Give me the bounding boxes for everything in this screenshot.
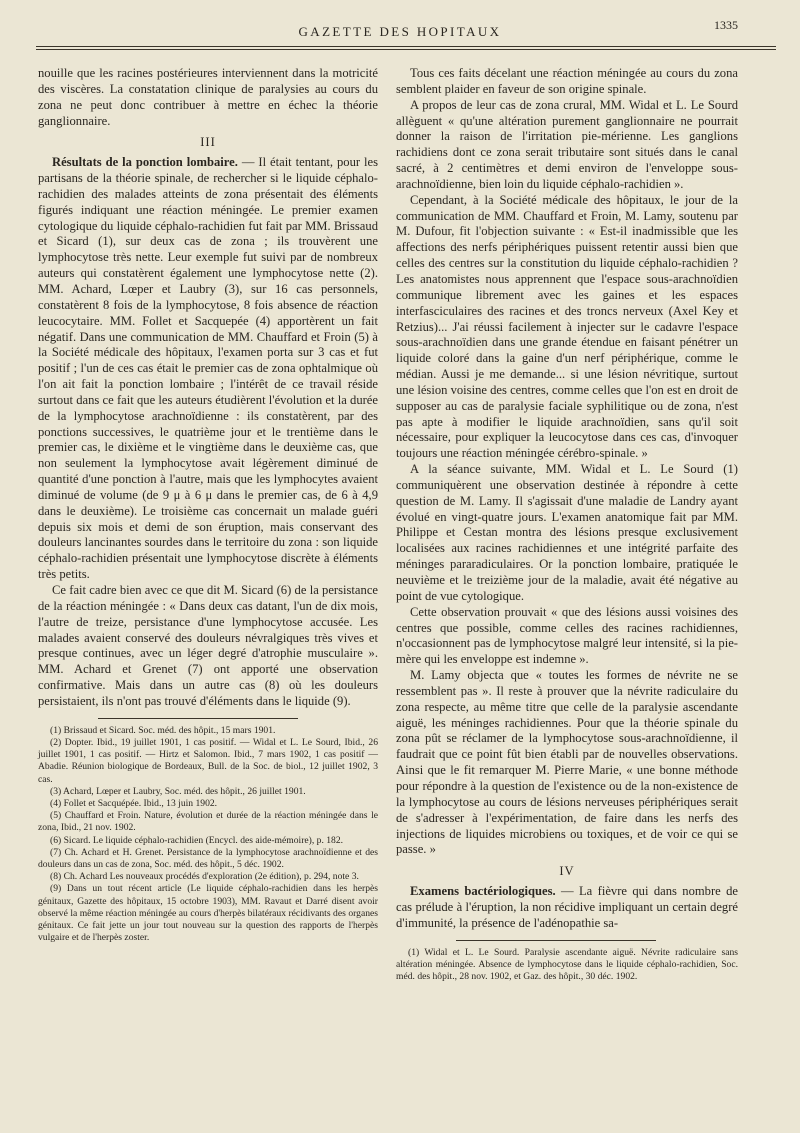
paragraph: nouille que les racines postérieures interviennent dans la motricité des viscères. La constatation clinique de paralysies au cours du zona ne peut donc contribuer à mettre en échec la théorie ganglionnaire.	[38, 66, 378, 128]
footnote: (6) Sicard. Le liquide céphalo-rachidien (Encycl. des aide-mémoire), p. 182.	[50, 834, 344, 846]
right-column	[396, 66, 738, 983]
footnotes	[38, 725, 378, 945]
footnote: (3) Achard, Lœper et Laubry, Soc. méd. des hôpit., 26 juillet 1901.	[50, 785, 306, 797]
footnotes	[396, 947, 738, 984]
footnote: (1) Brissaud et Sicard. Soc. méd. des hôpit., 15 mars 1901.	[50, 724, 276, 736]
section-heading: Résultats de la ponction lombaire.	[52, 155, 238, 170]
paragraph: Ce fait cadre bien avec ce que dit M. Sicard (6) de la persistance de la réaction méningée : « Dans deux cas datant, l'un de dix mois, l'autre de treize, persistance d'une lymphocytose accusée. Les malades avaient conservé des douleurs névralgiques très vives et presque continues, avec un léger degré d'atrophie musculaire ». MM. Achard et Grenet (7) ont apporté une observation confirmative. Mais dans un autre cas (8) où les douleurs persistaient, ils n'ont pas trouvé d'éléments dans le liquide (9).	[38, 583, 378, 708]
footnote: (2) Dopter. Ibid., 19 juillet 1901, 1 cas positif. — Widal et L. Le Sourd, Ibid., 26 juillet 1901, 1 cas positif. — Hirtz et Salomon. Ibid., 7 mars 1902, 1 cas positif — Abadie. Réunion biologique de Bordeaux, Bull. de la Soc. de biol., 12 juillet 1902, 3 cas.	[38, 736, 378, 785]
paragraph	[38, 155, 378, 583]
footnote: (9) Dans un tout récent article (Le liquide céphalo-rachidien dans les herpès génitaux, Gazette des hôpitaux, 15 octobre 1903), MM. Ravaut et Darré disent avoir observé la même réaction méningée au cours d'herpès bilatéraux récidivants des organes génitaux. Ce fait jette un jour tout nouveau sur la question des rapports de l'herpès vulgaire et de l'herpès zoster.	[38, 883, 378, 944]
paragraph	[396, 884, 738, 932]
paragraph-text: — Il était tentant, pour les partisans de la théorie spinale, de rechercher si le liquide céphalo-rachidien des malades atteints de zona présentait des éléments figurés indiquant une réaction méningée. Le premier examen cytologique du liquide céphalo-rachidien fut fait par MM. Brissaud et Sicard (1), sur deux cas de zona ; ils trouvèrent une lymphocytose très nette. Leur exemple fut suivi par de nombreux auteurs qui constatèrent également une lymphocytose nette (2). MM. Achard, Lœper et Laubry (3), sur 16 cas personnels, constatèrent 8 fois de la lymphocytose, 8 fois absence de réaction leucocytaire. MM. Follet et Sacquepée (4) apportèrent un fait négatif. Dans une communication de MM. Chauffard et Froin (5) à la Société médicale des hôpitaux, l'examen porta sur 3 cas et fut positif ; l'un de ces cas était le premier cas de zona ophtalmique où l'on ait fait la ponction lombaire ; l'intérêt de ce travail réside surtout dans ce fait que les auteurs étudièrent l'évolution et la durée de la lymphocytose arachnoïdienne : ils constatèrent, par des ponctions successives, le quatrième jour et le trentième dans le premier cas, le dixième et le vingtième dans le deuxième cas, que non seulement la lymphocytose avait légèrement diminué de quantité d'une ponction à l'autre, mais que les lymphocytes avaient diminué de volume (de 9 μ à 6 μ dans le premier cas, de 6 à 4,9 dans le deuxième). Le troisième cas concernait un malade guéri depuis six mois et demi de son éruption, mais conservant des douleurs lancinantes sourdes dans le territoire du zona : son liquide céphalo-rachidien présentait une lymphocytose discrète à éléments très petits.	[38, 155, 378, 582]
paragraph: Cependant, à la Société médicale des hôpitaux, le jour de la communication de MM. Chauffard et Froin, M. Lamy, soutenu par M. Dufour, fit l'objection suivante : « Est-il inadmissible que les affections des nerfs périphériques puissent retentir aussi bien que celles des centres sur la constitution du liquide céphalo-rachidien ? Les anatomistes nous apprennent que l'espace sous-arachnoïdien communique librement avec les gaines et les espaces interfasciculaires des racines et des troncs nerveux (Axel Key et Retzius)... J'ai réussi facilement à injecter sur le cadavre l'espace sous-arachnoïdien dans une grande étendue en faisant pénétrer un liquide coloré dans la gaine d'un nerf périphérique, comme le médian. Aussi je me demande... si une lésion névritique, surtout une lésion voisine des centres, comme celles que l'on est en droit de supposer au cas de paralysie faciale syphilitique ou de zona, n'est pas apte à modifier le liquide arachnoïdien, sans qu'il soit nécessaire, pour expliquer la leucocytose dans ces cas, d'invoquer toujours une réaction méningée cérébro-spinale. »	[396, 192, 738, 461]
paragraph-text: — La fièvre qui dans nombre de cas prélude à l'éruption, la non récidive impliquant un certain degré d'immunité, la présence de l'adénopathie sa-	[396, 884, 738, 930]
paragraph: A la séance suivante, MM. Widal et L. Le Sourd (1) communiquèrent une observation destinée à répondre à cette question de M. Lamy. Il s'agissait d'une maladie de Landry ayant évolué en vingt-quatre jours. L'examen anatomique fait par MM. Philippe et Cestan montra des lésions presque exclusivement localisées aux racines rachidiennes et une intégrité parfaite des méninges pararadiculaires. Or la ponction lombaire, pratiquée le neuvième et le treizième jour de la maladie, avait été négative au point de vue cytologique.	[396, 462, 738, 603]
left-column	[38, 66, 378, 944]
paragraph: Cette observation prouvait « que des lésions aussi voisines des centres que possible, comme celles des racines rachidiennes, n'occasionnent pas de lymphocytose malgré leur intensité, si la pie-mère qui les enveloppe est indemne ».	[396, 604, 738, 667]
footnote-rule	[98, 718, 298, 719]
running-header: GAZETTE DES HOPITAUX	[298, 24, 502, 39]
section-number: III	[200, 135, 216, 150]
header-rule-double	[36, 49, 776, 50]
footnote: (8) Ch. Achard Les nouveaux procédés d'exploration (2e édition), p. 294, note 3.	[50, 871, 359, 883]
footnote-rule	[456, 940, 656, 941]
footnote: (5) Chauffard et Froin. Nature, évolution et durée de la réaction méningée dans le zona, Ibid., 21 nov. 1902.	[38, 810, 378, 834]
footnote: (1) Widal et L. Le Sourd. Paralysie ascendante aiguë. Névrite radiculaire sans altération méningée. Absence de lymphocytose dans le liquide céphalo-rachidien, Soc. méd. des hôpit., 28 nov. 1902, et Gaz. des hôpit., 30 déc. 1902.	[396, 946, 738, 982]
paragraph: Tous ces faits décelant une réaction méningée au cours du zona semblent plaider en faveur de son origine spinale.	[396, 66, 738, 96]
paragraph: A propos de leur cas de zona crural, MM. Widal et L. Le Sourd allèguent « qu'une altération purement ganglionnaire ne pourrait donner la raison de l'irritation pie-mérienne. Les ganglions rachidiens dont ce zona serait tributaire sont situés dans le canal sacré, à 2 centimètres et demi environ de l'enveloppe sous-arachnoïdienne, bien loin du liquide céphalo-rachidien ».	[396, 97, 738, 191]
section-number: IV	[559, 864, 575, 879]
paragraph: M. Lamy objecta que « toutes les formes de névrite ne se ressemblent pas ». Il reste à prouver que la névrite radiculaire du zona respecte, au même titre que celle de la paralysie ascendante aiguë, les méninges rachidiennes. Pour que la théorie spinale du zona pût se réclamer de la lymphocytose sous-arachnoïdienne, il faudrait que ce point fût bien établi par de nouvelles observations. Ainsi que le fit remarquer M. Pierre Marie, « une bonne méthode pour répondre à la question de l'existence ou de la non-existence de la lymphocytose au cours de lésions nerveuses périphériques serait de s'adresser à l'expérimentation, de faire dans les nerfs des injections de liquides microbiens ou toxiques, et de voir ce qui se passe. »	[396, 668, 738, 857]
footnote: (4) Follet et Sacquépée. Ibid., 13 juin 1902.	[50, 797, 218, 809]
section-heading: Examens bactériologiques.	[410, 884, 556, 899]
header-rule	[36, 46, 776, 47]
page-number: 1335	[714, 18, 738, 32]
footnote: (7) Ch. Achard et H. Grenet. Persistance de la lymphocytose arachnoïdienne et des douleurs dans un cas de zona, Soc. méd. des hôpit., 5 déc. 1902.	[38, 846, 378, 870]
